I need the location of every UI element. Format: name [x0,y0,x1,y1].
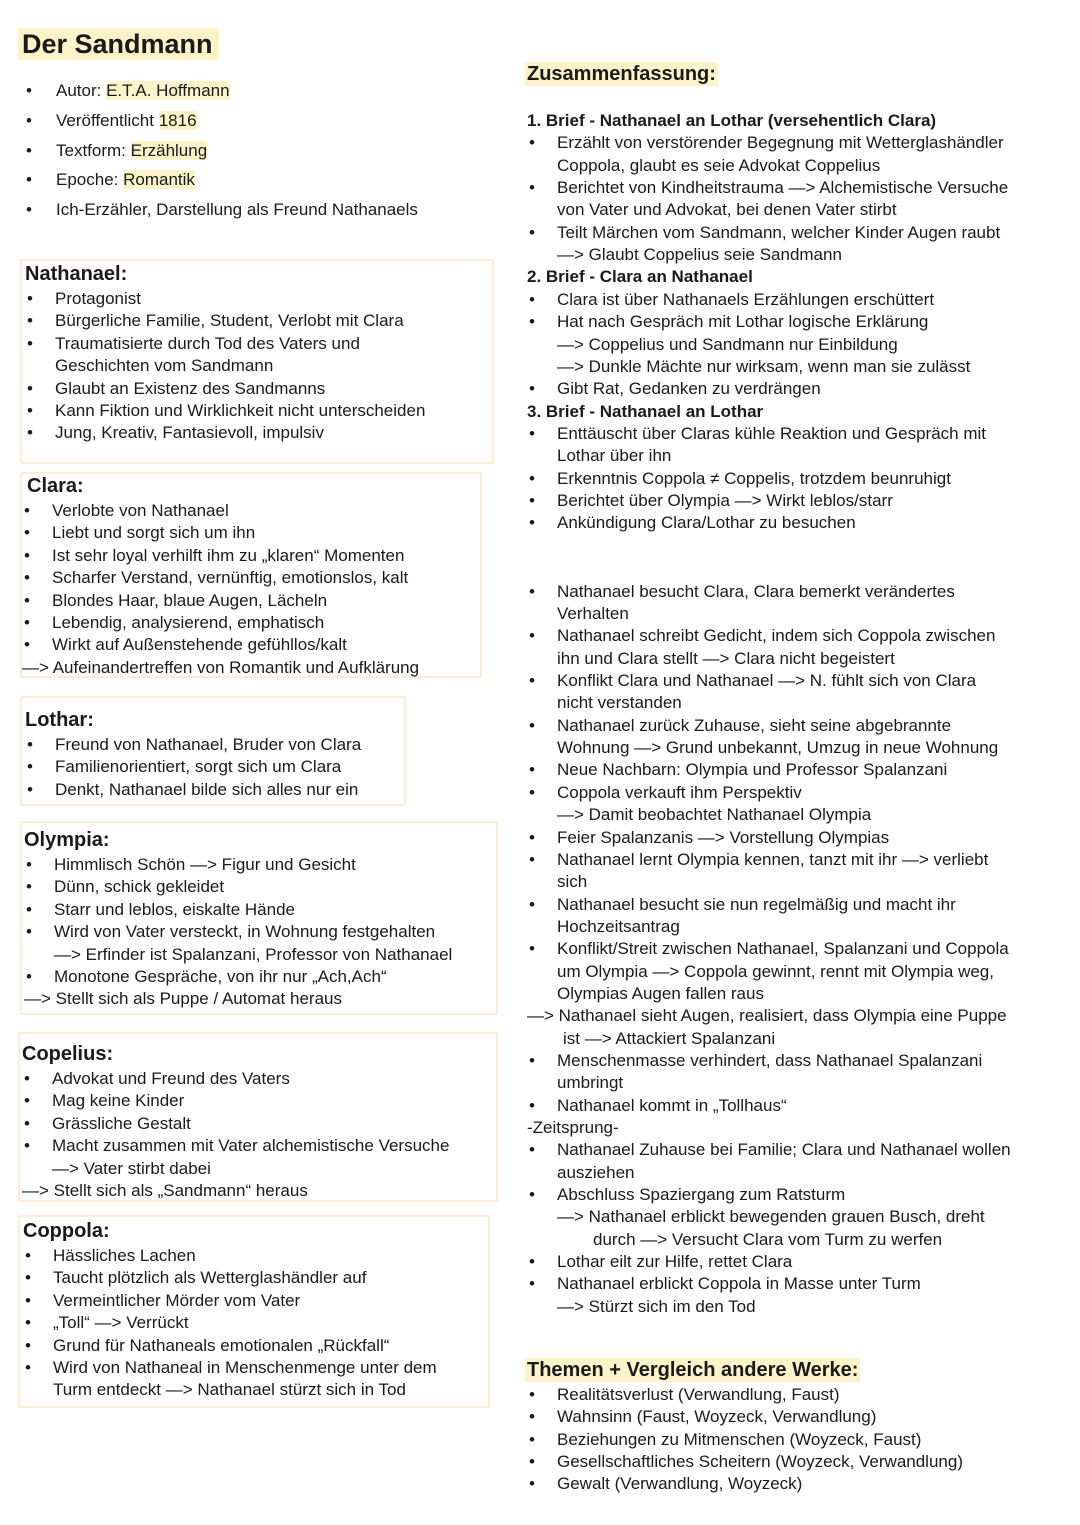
list-item: • „Toll“ —> Verrückt [23,1312,488,1334]
list-item: • Protagonist [25,288,492,310]
list-item: • Berichtet über Olympia —> Wirkt leblos/starr [527,490,1067,512]
list-item: Wohnung —> Grund unbekannt, Umzug in neue Wohnung [557,738,999,758]
list-item: • Traumatisierte durch Tod des Vaters und [25,333,492,355]
card-title: Olympia: [24,829,110,851]
card-title: Clara: [27,475,84,497]
list-item: —> Nathanael sieht Augen, realisiert, dass Olympia eine Puppe [527,1006,1007,1026]
list-item: • Enttäuscht über Claras kühle Reaktion und Gespräch mit [527,423,1067,445]
list-item: • Hässliches Lachen [23,1245,488,1267]
character-card-olympia [20,821,498,1015]
character-card-lothar [20,696,406,806]
list-item: • Vermeintlicher Mörder vom Vater [23,1290,488,1312]
brief-3-list [527,423,1067,535]
list-item: —> Erfinder ist Spalanzani, Professor von Nathanael [54,944,453,964]
list-item: Turm entdeckt —> Nathanael stürzt sich in Tod [53,1380,406,1400]
list-item: • Freund von Nathanael, Bruder von Clara [25,734,404,756]
list-item: • Nathanael schreibt Gedicht, indem sich Coppola zwischen [527,625,1067,647]
list-item: Hochzeitsantrag [557,916,680,936]
meta-published: • Veröffentlicht 1816 [26,106,418,136]
list-item: • Scharfer Verstand, vernünftig, emotionslos, kalt [22,567,480,589]
list-item: durch —> Versucht Clara vom Turm zu werfen [593,1229,943,1249]
list-item: • Abschluss Spaziergang zum Ratsturm [527,1184,1067,1206]
story-list [527,581,1067,1318]
brief-2-list [527,289,1067,401]
card-list [23,1245,488,1402]
list-item: • Blondes Haar, blaue Augen, Lächeln [22,590,480,612]
list-item: • Nathanael zurück Zuhause, sieht seine abgebrannte [527,715,1067,737]
list-item: • Ankündigung Clara/Lothar zu besuchen [527,512,1067,534]
list-item: • Realitätsverlust (Verwandlung, Faust) [527,1384,1067,1406]
list-item: • Konflikt Clara und Nathanael —> N. fühlt sich von Clara [527,670,1067,692]
list-item: • Feier Spalanzanis —> Vorstellung Olympias [527,827,1067,849]
list-item: • Jung, Kreativ, Fantasievoll, impulsiv [25,422,492,444]
list-item: —> Stürzt sich im den Tod [557,1296,756,1316]
list-item: Olympias Augen fallen raus [557,983,764,1003]
list-item: • Nathanael erblickt Coppola in Masse unter Turm [527,1273,1067,1295]
list-item: • Advokat und Freund des Vaters [22,1068,496,1090]
list-item: —> Stellt sich als Puppe / Automat heraus [24,989,342,1009]
list-item: -Zeitsprung- [527,1117,619,1137]
list-item: —> Stellt sich als „Sandmann“ heraus [22,1181,308,1201]
list-item: • Ist sehr loyal verhilft ihm zu „klaren“ Momenten [22,545,480,567]
meta-epoch: • Epoche: Romantik [26,165,418,195]
card-list [25,734,404,801]
list-item: —> Glaubt Coppelius seie Sandmann [557,245,842,265]
list-item: • Himmlisch Schön —> Figur und Gesicht [24,854,496,876]
character-card-clara [20,472,482,678]
list-item: • Nathanael Zuhause bei Familie; Clara und Nathanael wollen [527,1139,1067,1161]
list-item: Coppola, glaubt es seie Advokat Coppelius [557,155,881,175]
meta-list [26,76,418,225]
list-item: Lothar über ihn [557,446,672,466]
list-item: sich [557,872,588,892]
brief-1-list [527,132,1067,266]
brief-3-title: 3. Brief - Nathanael an Lothar [527,401,764,421]
list-item: • Grässliche Gestalt [22,1113,496,1135]
card-title: Copelius: [22,1043,114,1065]
meta-textform: • Textform: Erzählung [26,136,418,166]
list-item: —> Vater stirbt dabei [52,1158,211,1178]
list-item: • Menschenmasse verhindert, dass Nathanael Spalanzani [527,1050,1067,1072]
list-item: • Starr und leblos, eiskalte Hände [24,899,496,921]
list-item: • Gewalt (Verwandlung, Woyzeck) [527,1473,1067,1495]
list-item: • Mag keine Kinder [22,1090,496,1112]
list-item: • Verlobte von Nathanael [22,500,480,522]
list-item: • Neue Nachbarn: Olympia und Professor Spalanzani [527,759,1067,781]
list-item: • Nathanael lernt Olympia kennen, tanzt mit ihr —> verliebt [527,849,1067,871]
list-item: • Lothar eilt zur Hilfe, rettet Clara [527,1251,1067,1273]
list-item: Geschichten vom Sandmann [55,356,274,376]
list-item: • Bürgerliche Familie, Student, Verlobt mit Clara [25,310,492,332]
themes-list [527,1384,1067,1496]
list-item: von Vater und Advokat, bei denen Vater stirbt [557,200,897,220]
card-title: Coppola: [23,1220,110,1242]
character-card-copelius [18,1032,498,1202]
list-item: • Hat nach Gespräch mit Lothar logische Erklärung [527,311,1067,333]
list-item: • Wird von Vater versteckt, in Wohnung festgehalten [24,921,496,943]
list-item: • Erzählt von verstörender Begegnung mit Wetterglashändler [527,132,1067,154]
list-item: • Nathanael kommt in „Tollhaus“ [527,1095,1067,1117]
themes-heading: Themen + Vergleich andere Werke: [527,1359,859,1382]
list-item: • Berichtet von Kindheitstrauma —> Alchemistische Versuche [527,177,1067,199]
list-item: • Wird von Nathaneal in Menschenmenge unter dem [23,1357,488,1379]
card-title: Nathanael: [25,263,128,285]
card-list [24,854,496,1011]
list-item: —> Coppelius und Sandmann nur Einbildung [557,334,898,354]
list-item: • Nathanael besucht Clara, Clara bemerkt verändertes [527,581,1067,603]
list-item: um Olympia —> Coppola gewinnt, rennt mit Olympia weg, [557,961,994,981]
list-item: • Beziehungen zu Mitmenschen (Woyzeck, Faust) [527,1429,1067,1451]
brief-1-title: 1. Brief - Nathanael an Lothar (versehentlich Clara) [527,111,937,130]
character-card-nathanael [20,259,494,464]
list-item: • Taucht plötzlich als Wetterglashändler auf [23,1267,488,1289]
page-title: Der Sandmann [18,28,219,60]
list-item: • Gesellschaftliches Scheitern (Woyzeck, Verwandlung) [527,1451,1067,1473]
list-item: • Familienorientiert, sorgt sich um Clara [25,756,404,778]
list-item: • Macht zusammen mit Vater alchemistische Versuche [22,1135,496,1157]
list-item: • Wahnsinn (Faust, Woyzeck, Verwandlung) [527,1406,1067,1428]
list-item: • Clara ist über Nathanaels Erzählungen erschüttert [527,289,1067,311]
list-item: • Gibt Rat, Gedanken zu verdrängen [527,378,1067,400]
list-item: • Kann Fiktion und Wirklichkeit nicht unterscheiden [25,400,492,422]
list-item: Verhalten [557,604,629,624]
list-item: • Denkt, Nathanael bilde sich alles nur ein [25,779,404,801]
brief-2-title: 2. Brief - Clara an Nathanael [527,267,753,287]
list-item: • Coppola verkauft ihm Perspektiv [527,782,1067,804]
list-item: • Liebt und sorgt sich um ihn [22,522,480,544]
list-item: • Wirkt auf Außenstehende gefühllos/kalt [22,634,480,656]
card-list [25,288,492,445]
list-item: • Dünn, schick gekleidet [24,876,496,898]
list-item: ist —> Attackiert Spalanzani [563,1028,776,1048]
card-title: Lothar: [25,709,94,731]
list-item: nicht verstanden [557,693,682,713]
card-list [22,1068,496,1202]
list-item: —> Dunkle Mächte nur wirksam, wenn man sie zulässt [557,356,971,376]
meta-author: • Autor: E.T.A. Hoffmann [26,76,418,106]
list-item: • Erkenntnis Coppola ≠ Coppelis, trotzdem beunruhigt [527,468,1067,490]
list-item: • Nathanael besucht sie nun regelmäßig und macht ihr [527,894,1067,916]
list-item: —> Aufeinandertreffen von Romantik und Aufklärung [22,657,420,677]
list-item: —> Nathanael erblickt bewegenden grauen Busch, dreht [557,1207,985,1227]
list-item: —> Damit beobachtet Nathanael Olympia [557,805,872,825]
summary-heading: Zusammenfassung: [527,63,716,85]
list-item: ihn und Clara stellt —> Clara nicht begeistert [557,648,895,668]
list-item: ausziehen [557,1162,635,1182]
character-card-coppola [18,1215,490,1408]
list-item: umbringt [557,1073,624,1093]
summary-column [527,62,1067,1496]
list-item: • Lebendig, analysierend, emphatisch [22,612,480,634]
list-item: • Grund für Nathaneals emotionalen „Rückfall“ [23,1335,488,1357]
card-list [22,500,480,679]
list-item: • Glaubt an Existenz des Sandmanns [25,378,492,400]
meta-narrator: • Ich-Erzähler, Darstellung als Freund Nathanaels [26,195,418,225]
list-item: • Monotone Gespräche, von ihr nur „Ach,Ach“ [24,966,496,988]
list-item: • Konflikt/Streit zwischen Nathanael, Spalanzani und Coppola [527,938,1067,960]
list-item: • Teilt Märchen vom Sandmann, welcher Kinder Augen raubt [527,222,1067,244]
